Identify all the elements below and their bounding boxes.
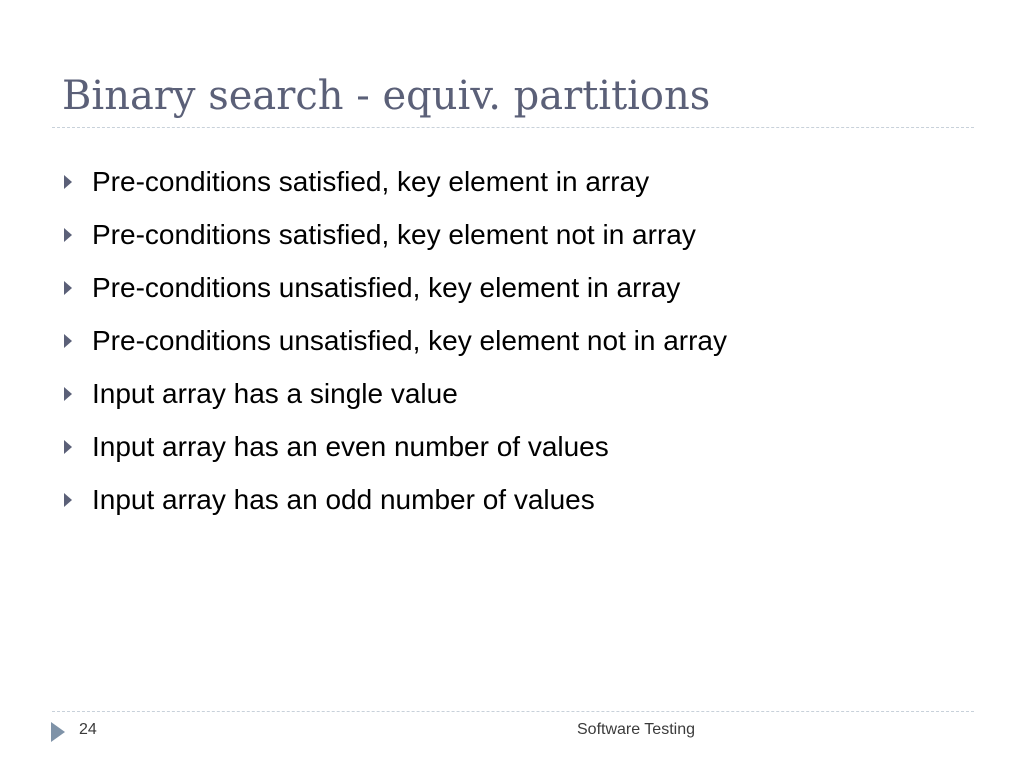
bullet-text: Input array has a single value [92, 378, 458, 409]
bullet-text: Pre-conditions unsatisfied, key element not in array [92, 325, 727, 356]
bullet-text: Input array has an odd number of values [92, 484, 595, 515]
bullet-item [60, 372, 960, 416]
triangle-bullet-icon [64, 493, 72, 507]
bullet-text: Pre-conditions satisfied, key element in array [92, 166, 650, 197]
bullet-item [60, 266, 960, 310]
page-number: 24 [79, 721, 97, 738]
bullet-item [60, 160, 960, 204]
triangle-arrow-icon [51, 722, 65, 742]
triangle-bullet-icon [64, 228, 72, 242]
bullet-list [60, 160, 960, 531]
bullet-text: Pre-conditions satisfied, key element not in array [92, 219, 696, 250]
bullet-text: Input array has an even number of values [92, 431, 609, 462]
footer-divider [52, 711, 974, 712]
bullet-text: Pre-conditions unsatisfied, key element in array [92, 272, 681, 303]
triangle-bullet-icon [64, 334, 72, 348]
triangle-bullet-icon [64, 175, 72, 189]
triangle-bullet-icon [64, 387, 72, 401]
bullet-item [60, 478, 960, 522]
footer-text: Software Testing [577, 721, 695, 738]
bullet-item [60, 319, 960, 363]
triangle-bullet-icon [64, 440, 72, 454]
bullet-item [60, 425, 960, 469]
bullet-item [60, 213, 772, 257]
title-divider [52, 127, 974, 128]
triangle-bullet-icon [64, 281, 72, 295]
slide-title: Binary search - equiv. partitions [62, 73, 711, 119]
